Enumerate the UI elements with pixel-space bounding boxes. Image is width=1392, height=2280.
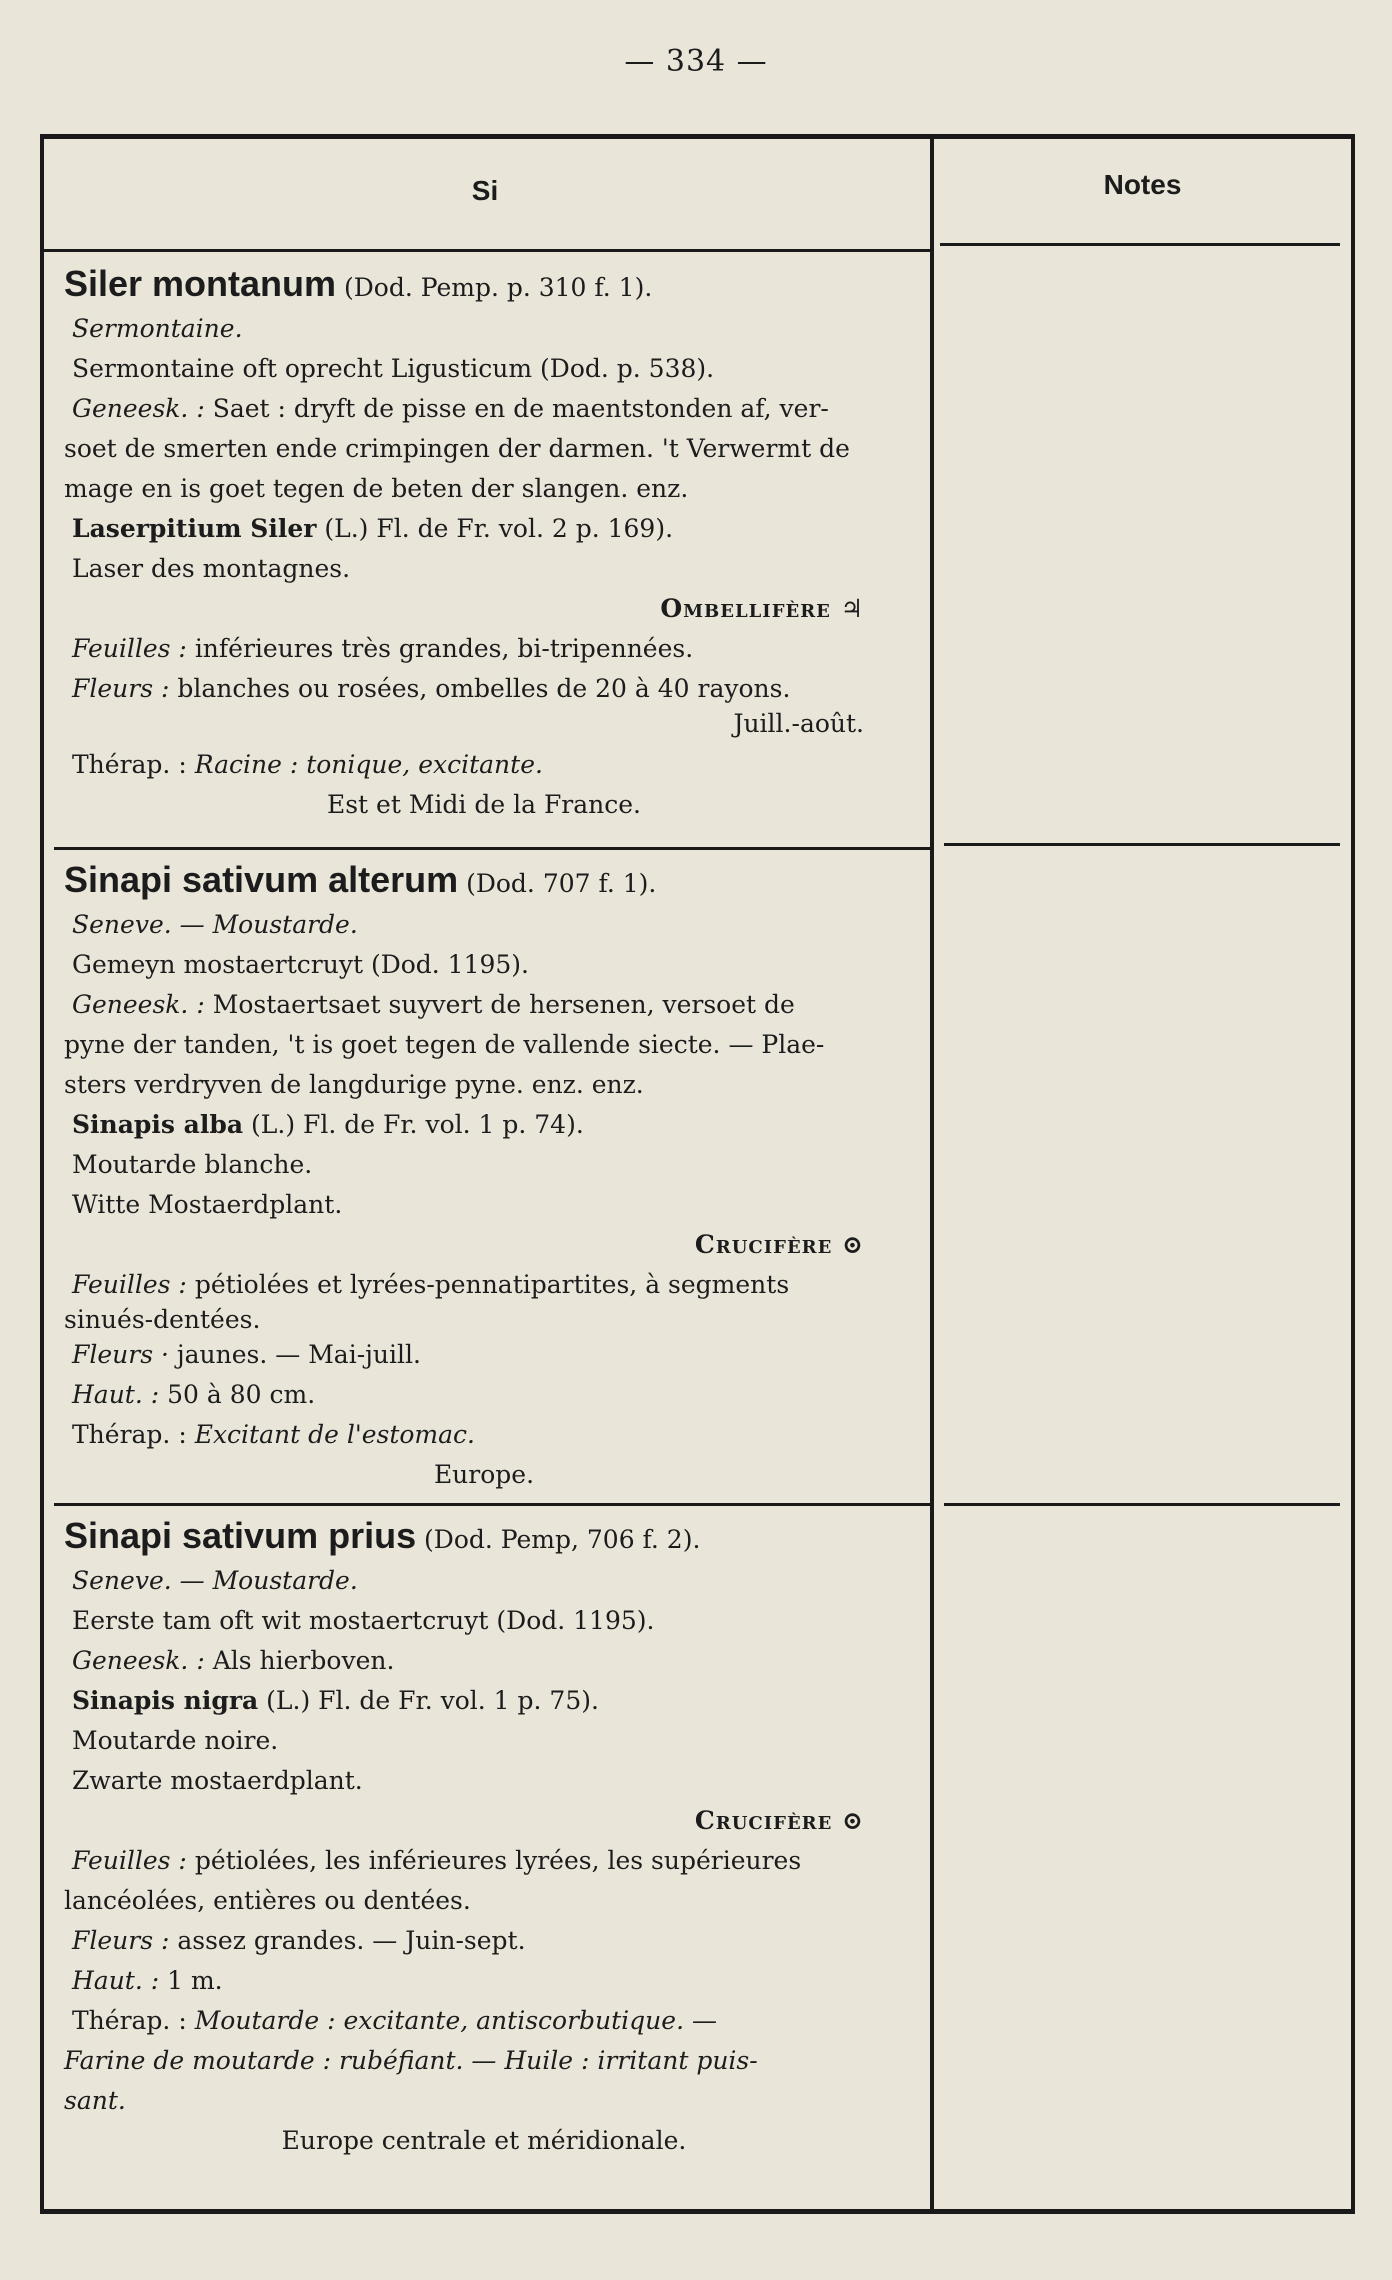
dutch-plant-name: Witte Mostaerdplant. [72,1190,343,1219]
flowering-period: Juill.-août. [733,709,864,738]
therap-text: Farine de moutarde : rubéfiant. — Huile : irritant puis- [64,2046,758,2075]
latin-name: Sinapis alba [72,1110,244,1139]
feuilles-text: pétiolées, les inférieures lyrées, les supérieures [194,1846,802,1875]
table-left-border [40,139,44,2209]
fleurs-label: Fleurs : [72,674,170,703]
latin-name: Sinapis nigra [72,1686,259,1715]
entry-divider-left [54,1503,930,1506]
geneesk-text: Saet : dryft de pisse en de maentstonden af, ver- [212,394,829,423]
haut-label: Haut. : [72,1966,160,1995]
latin-name: Laserpitium Siler [72,514,317,543]
dutch-name: Eerste tam oft wit mostaertcruyt (Dod. 1195). [72,1606,655,1635]
feuilles-label: Feuilles : [72,1846,187,1875]
table-right-border [1351,139,1355,2209]
entry-siler-montanum [64,259,904,825]
haut-label: Haut. : [72,1380,160,1409]
haut-text: 50 à 80 cm. [167,1380,316,1409]
entry-divider-right [944,1503,1340,1506]
entry-reference: (Dod. Pemp, 706 f. 2). [424,1525,701,1554]
geneesk-label: Geneesk. : [72,394,205,423]
region: Est et Midi de la France. [326,790,642,819]
latin-reference: (L.) Fl. de Fr. vol. 1 p. 74). [251,1110,584,1139]
french-name: Moutarde noire. [72,1726,279,1755]
vernacular-name: Seneve. — Moustarde. [72,1566,358,1595]
entry-sinapi-sativum-prius [64,1511,904,2161]
fleurs-text: assez grandes. — Juin-sept. [177,1926,526,1955]
entry-reference: (Dod. Pemp. p. 310 f. 1). [344,273,653,302]
region: Europe. [433,1460,535,1489]
latin-reference: (L.) Fl. de Fr. vol. 1 p. 75). [266,1686,599,1715]
feuilles-label: Feuilles : [72,634,187,663]
therap-label: Thérap. : [72,2006,187,2035]
vernacular-name: Sermontaine. [72,314,243,343]
entry-divider-right [944,843,1340,846]
entry-title: Siler montanum [64,263,337,304]
table-column-divider [930,139,934,2209]
header-divider-left [44,249,930,252]
column-header-si: Si [471,175,499,206]
feuilles-text: lancéolées, entières ou dentées. [64,1886,471,1915]
dutch-name: Sermontaine oft oprecht Ligusticum (Dod. p. 538). [72,354,715,383]
entry-title: Sinapi sativum prius [64,1515,417,1556]
geneesk-label: Geneesk. : [72,990,205,1019]
french-name: Moutarde blanche. [72,1150,313,1179]
plant-family: Crucifère ⊙ [694,1806,864,1835]
therap-text: Moutarde : excitante, antiscorbutique. — [194,2006,717,2035]
geneesk-text: Als hierboven. [212,1646,395,1675]
latin-reference: (L.) Fl. de Fr. vol. 2 p. 169). [324,514,674,543]
entry-reference: (Dod. 707 f. 1). [466,869,657,898]
therap-label: Thérap. : [72,1420,187,1449]
region: Europe centrale et méridionale. [281,2126,687,2155]
fleurs-label: Fleurs : [72,1926,170,1955]
therap-text: Excitant de l'estomac. [194,1420,475,1449]
entry-sinapi-sativum-alterum [64,855,904,1495]
therap-label: Thérap. : [72,750,187,779]
french-name: Laser des montagnes. [72,554,351,583]
fleurs-text: jaunes. — Mai-juill. [176,1340,421,1369]
column-header-notes: Notes [1103,169,1182,200]
fleurs-label: Fleurs · [72,1340,169,1369]
vernacular-name: Seneve. — Moustarde. [72,910,358,939]
feuilles-text: pétiolées et lyrées-pennatipartites, à segments [194,1270,790,1299]
geneesk-text: mage en is goet tegen de beten der slangen. enz. [64,474,689,503]
geneesk-text: Mostaertsaet suyvert de hersenen, versoet de [212,990,795,1019]
fleurs-text: blanches ou rosées, ombelles de 20 à 40 rayons. [177,674,791,703]
geneesk-label: Geneesk. : [72,1646,205,1675]
therap-text: Racine : tonique, excitante. [194,750,543,779]
header-divider-right [940,243,1340,246]
dutch-name: Gemeyn mostaertcruyt (Dod. 1195). [72,950,530,979]
plant-family: Crucifère ⊙ [694,1230,864,1259]
feuilles-text: inférieures très grandes, bi-tripennées. [194,634,694,663]
feuilles-label: Feuilles : [72,1270,187,1299]
feuilles-text: sinués-dentées. [64,1305,261,1334]
geneesk-text: sters verdryven de langdurige pyne. enz. enz. [64,1070,644,1099]
page-number: — 334 — [624,44,768,79]
geneesk-text: soet de smerten ende crimpingen der darmen. 't Verwermt de [64,434,850,463]
dutch-plant-name: Zwarte mostaerdplant. [72,1766,363,1795]
plant-family: Ombellifère ♃ [660,594,864,623]
haut-text: 1 m. [167,1966,223,1995]
entry-divider-left [54,847,930,850]
species-table [40,134,1355,2214]
therap-text: sant. [64,2086,126,2115]
geneesk-text: pyne der tanden, 't is goet tegen de vallende siecte. — Plae- [64,1030,825,1059]
entry-title: Sinapi sativum alterum [64,859,459,900]
